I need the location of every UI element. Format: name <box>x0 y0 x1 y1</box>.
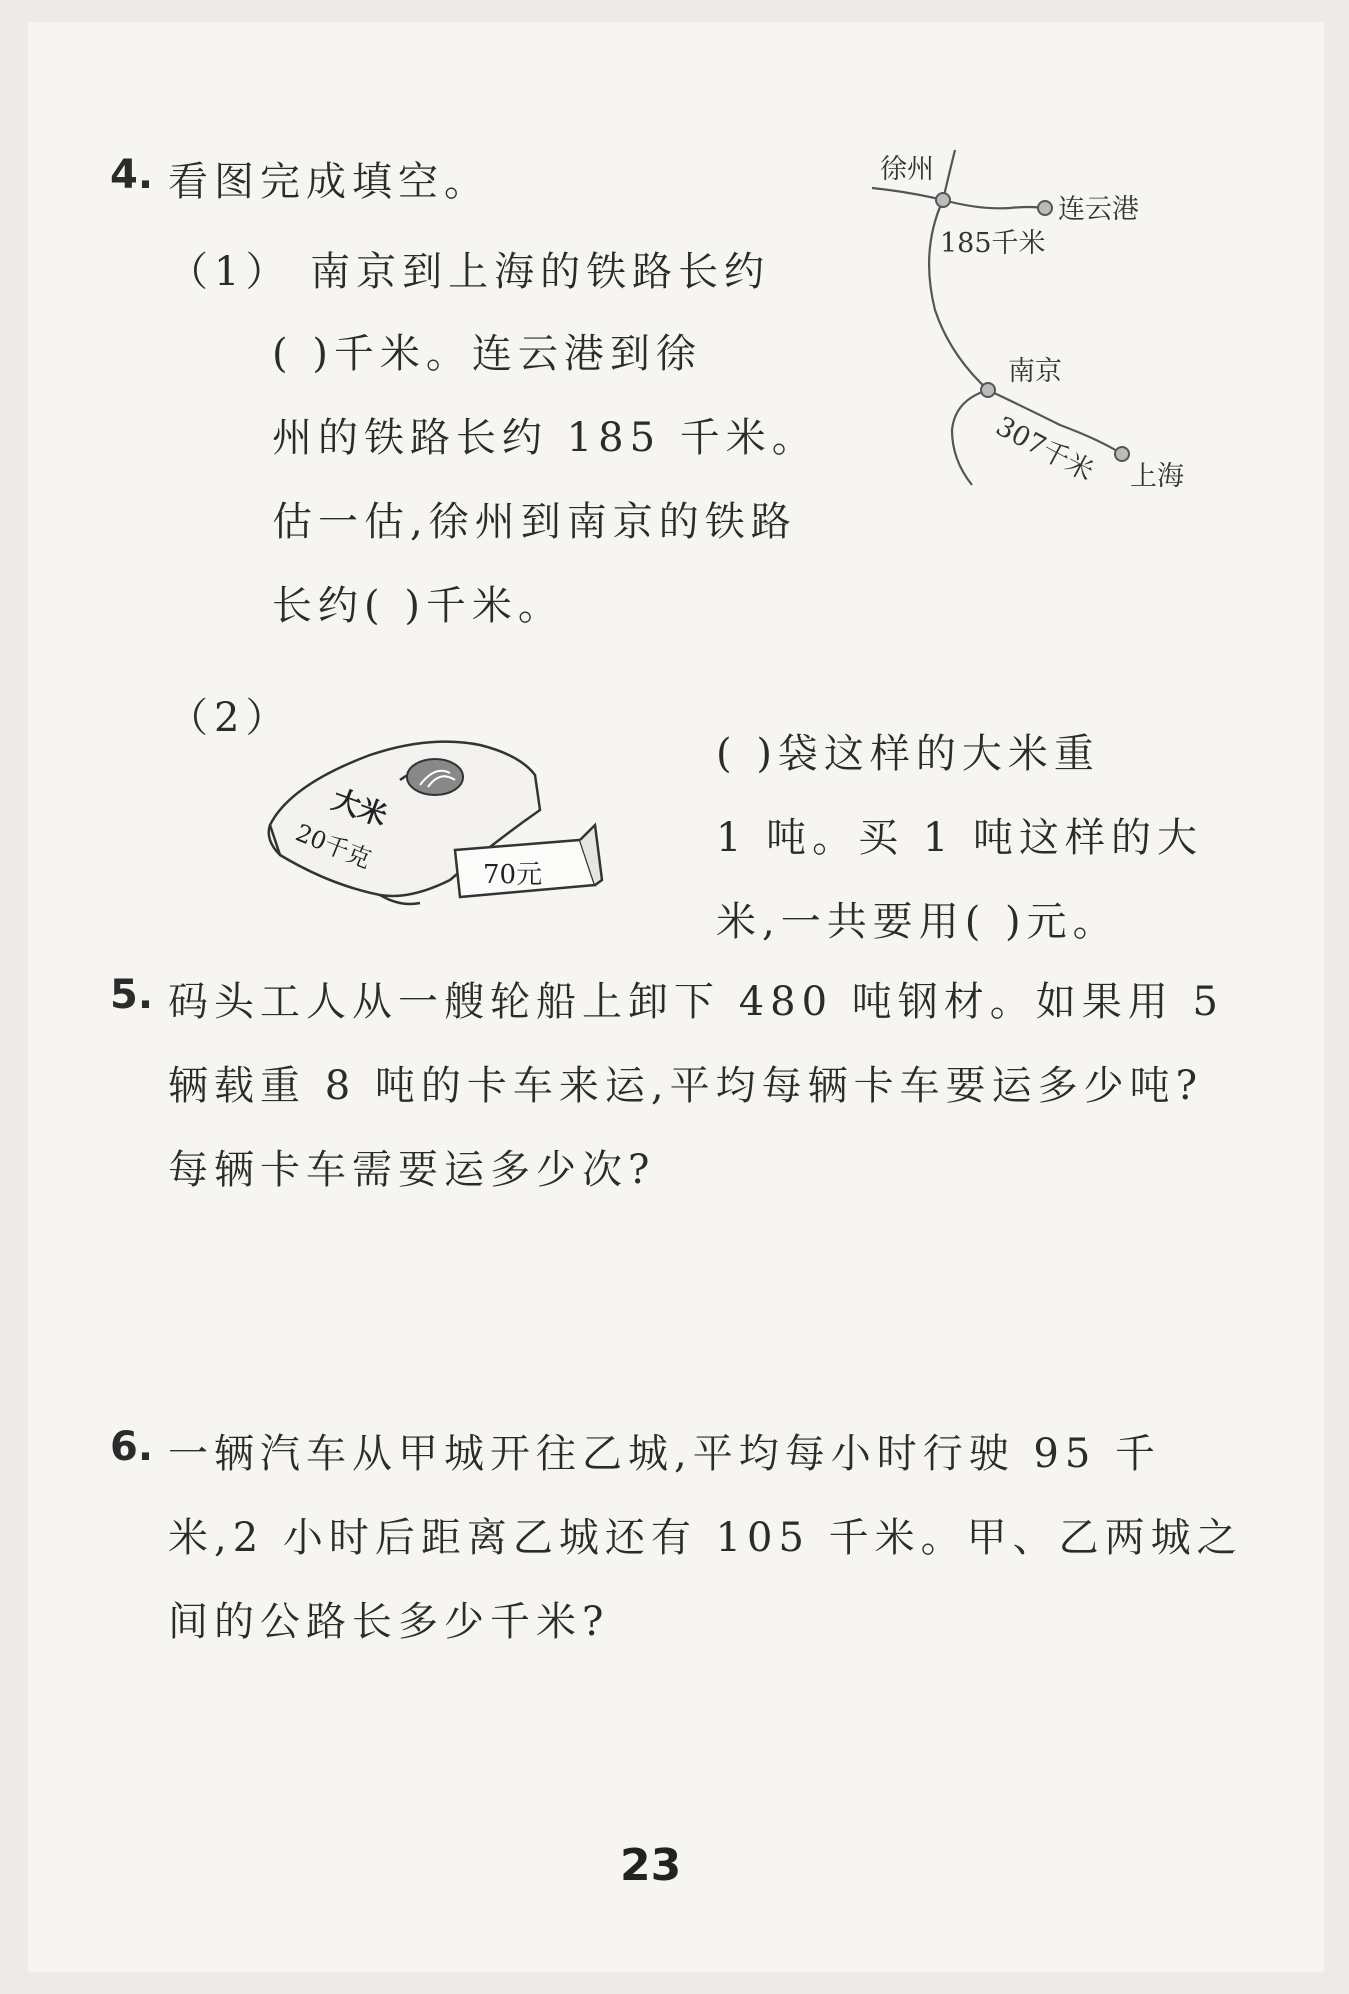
q4-part2-label: （2） <box>168 695 292 741</box>
q4-part2-line1: ( )袋这样的大米重 <box>716 731 1100 777</box>
rice-bag-illustration <box>250 715 610 925</box>
price-tag-text: 70元 <box>483 860 543 890</box>
question-4-title: 看图完成填空。 <box>168 159 490 205</box>
q6-line1: 一辆汽车从甲城开往乙城,平均每小时行驶 95 千 <box>168 1431 1162 1477</box>
q4-part2-line2: 1 吨。买 1 吨这样的大 <box>716 815 1204 861</box>
label-dist-307: 307千米 <box>990 410 1099 488</box>
q4-part1-line1: （1） 南京到上海的铁路长约 <box>168 249 771 295</box>
wheat-logo-icon <box>407 759 463 795</box>
label-nanjing: 南京 <box>1008 356 1062 387</box>
question-5-number: 5. <box>110 972 154 1018</box>
rail-to-lianyungang <box>943 200 1045 208</box>
station-shanghai <box>1115 447 1129 461</box>
q4-part2-line3: 米,一共要用( )元。 <box>716 899 1119 945</box>
rail-nanjing-west <box>952 390 988 485</box>
railway-map <box>860 140 1220 510</box>
q6-line3: 间的公路长多少千米? <box>168 1599 610 1645</box>
q4-part1-line4: 估一估,徐州到南京的铁路 <box>272 499 797 545</box>
page-number: 23 <box>620 1840 682 1891</box>
station-lianyungang <box>1038 201 1052 215</box>
q5-line1: 码头工人从一艘轮船上卸下 480 吨钢材。如果用 5 <box>168 979 1224 1025</box>
rice-bag-title: 大米 <box>327 782 392 833</box>
station-xuzhou <box>936 193 950 207</box>
question-4-number: 4. <box>110 152 154 198</box>
q4-part1-line5: 长约( )千米。 <box>272 583 564 629</box>
station-nanjing <box>981 383 995 397</box>
q5-line3: 每辆卡车需要运多少次? <box>168 1147 656 1193</box>
label-xuzhou: 徐州 <box>880 154 934 185</box>
q4-part1-line3: 州的铁路长约 185 千米。 <box>272 415 818 461</box>
rail-xuzhou-west <box>872 188 943 200</box>
q4-part1-line2: ( )千米。连云港到徐 <box>272 331 702 377</box>
question-6-number: 6. <box>110 1424 154 1470</box>
q6-line2: 米,2 小时后距离乙城还有 105 千米。甲、乙两城之 <box>168 1515 1243 1561</box>
rice-bag-weight: 20千克 <box>291 818 376 874</box>
q5-line2: 辆载重 8 吨的卡车来运,平均每辆卡车要运多少吨? <box>168 1063 1204 1109</box>
label-lianyungang: 连云港 <box>1058 194 1139 225</box>
label-shanghai: 上海 <box>1130 461 1184 492</box>
label-dist-185: 185千米 <box>940 228 1046 259</box>
